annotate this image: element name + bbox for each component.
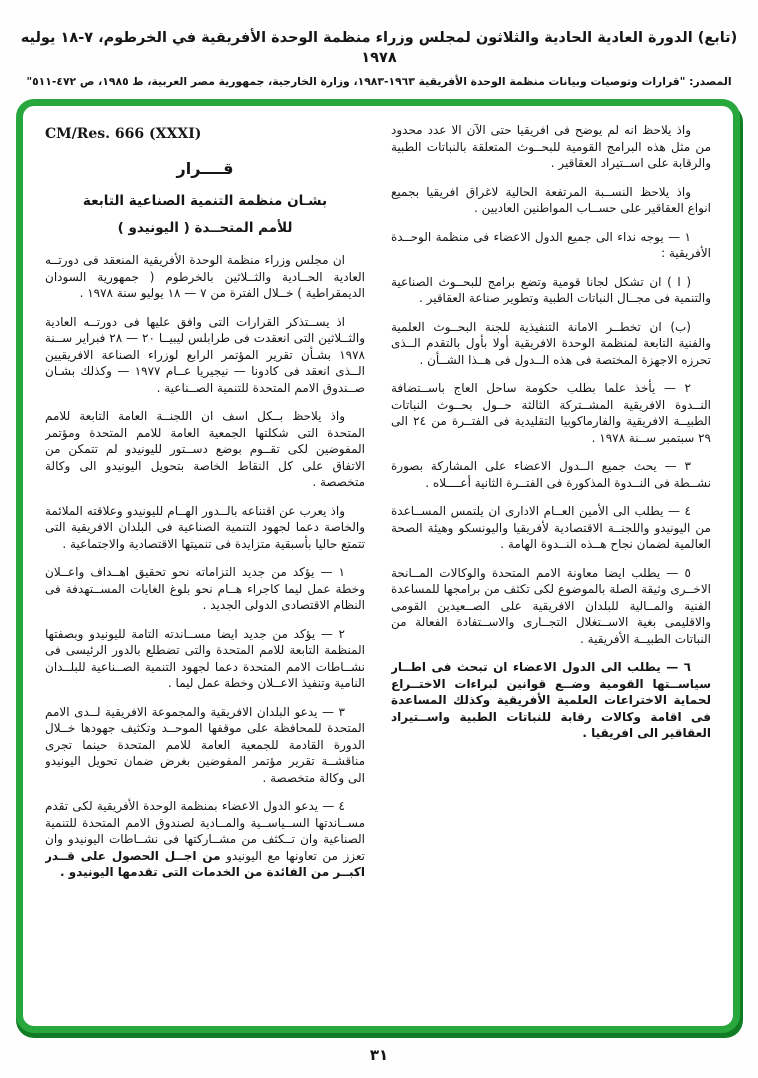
left-paragraph-8 [45, 798, 365, 881]
source-citation: المصدر: "قرارات وتوصيات وبيانات منظمة الوحدة الأفريقية ١٩٦٣-١٩٨٣، وزارة الخارجية، جمهورية مصر العربية، ط ١٩٨٥، ص ٤٧٢-٥١١" [26, 75, 732, 88]
right-paragraph-6: ٢ — يأخذ علما بطلب حكومة ساحل العاج باســتضافة النــدوة الافريقية المشــتركة الثالثة حــول بحــوث النباتات الطبيــة الافريقية والفارماكوبيا التقليدية فى الفتــرة من ٢٤ الى ٢٩ سبتمبر ســنة ١٩٧٨ . [391, 381, 711, 445]
right-column [391, 122, 711, 1016]
resolution-reference: CM/Res. 666 (XXXI) [45, 126, 202, 142]
left-paragraph-3: واذ يلاحظ بــكل اسف ان اللجنــة العامة التابعة للامم المتحدة التى شكلتها الجمعية العامة للامم المتحدة ومؤتمر المفوضين لكى تقــوم بوضع دســتور لليونيدو لم تتمكن من الاتفاق على كل النقاط الخاصة بتحويل اليونيدو الى وكالة متخصصة . [45, 409, 365, 489]
left-paragraph-1: ان مجلس وزراء منظمة الوحدة الأفريقية المنعقد فى دورتــه العادية الحــادية والثــلاثين بالخرطوم ( جمهورية السودان الديمقراطية ) خــلال الفترة من ٧ — ١٨ يوليو سنة ١٩٧٨ . [45, 253, 365, 300]
right-paragraph-3: ١ — يوجه نداء الى جميع الدول الاعضاء فى منظمة الوحــدة الأفريقية : [391, 229, 711, 260]
green-frame [16, 99, 740, 1033]
left-paragraph-8-normal-run: ٤ — يدعو الدول الاعضاء بمنظمة الوحدة الأفريقية لكى تقدم مســاندتها الســياســية والمــادية لصندوق الامم المتحدة للتنمية الصناعية وان تــكثف من مشــاركتها فى نشــاطات اليونيدو وان تعزز من تعاونها مع اليونيدو [45, 799, 365, 863]
left-paragraph-5: ١ — يؤكد من جديد التزاماته نحو تحقيق اهــداف واعــلان وخطة عمل ليما كاجراء هــام نحو بلوغ الغايات المســتهدفة فى النظام الاقتصادى الدولى الجديد . [45, 565, 365, 612]
page-number: ٣١ [369, 1046, 389, 1064]
right-paragraph-2: واذ يلاحظ النســبة المرتفعة الحالية لاغراق افريقيا بجميع انواع العقاقير على حســاب المواطنين العاديين . [391, 184, 711, 215]
session-title: (تابع) الدورة العادية الحادية والثلاثون لمجلس وزراء منظمة الوحدة الأفريقية في الخرطوم، ٧-١٨ يوليه ١٩٧٨ [20, 30, 738, 66]
resolution-subtitle-line1: بشـان منظمة التنمية الصناعية التابعة [82, 193, 328, 209]
resolution-title: قــــرار [176, 158, 234, 178]
right-paragraph-9: ٥ — يطلب ايضا معاونة الامم المتحدة والوكالات المــانحة الاخــرى وثيقة الصلة بالموضوع لكى تكثف من برامجها للمساعدة الفنية والمــالية للبلدان الافريقية على الصــعيدين القومى والاقليمى بغية الاســتغلال التجــارى والاســتفادة الفعالة من النباتات الطبيــة الأفريقية . [391, 565, 711, 646]
page-header [20, 28, 738, 89]
right-paragraph-7: ٣ — يحث جميع الــدول الاعضاء على المشاركة بصورة نشــطة فى النــدوة المذكورة فى الفتــرة الثانية أعــــلاه . [391, 459, 711, 490]
right-paragraph-5: (ب) ان تخطــر الامانة التنفيذية للجنة البحــوث العلمية والفنية التابعة لمنظمة الوحدة الافريقية أولا بأول بالتقدم الــذى تحرزه الاجهزة المختصة فى هذه الــدول فى هــذا الشــأن . [391, 319, 711, 367]
two-column-layout [45, 122, 711, 1016]
right-paragraph-10: ٦ — يطلب الى الدول الاعضاء ان تبحث فى اطــار سياســتها القومية وضــع قوانين لبراءات الاختــراع لحماية الاختراعات العلمية الأفريقية وكذلك المساعدة فى اقامة وكالات رقابة للنباتات الطبية واســتيراد العقاقير الى افريقيا . [391, 660, 711, 740]
left-paragraph-8-bold-run: من اجــل الحصول على قــدر اكبــر من الفائدة من الخدمات التى تقدمها اليونيدو . [45, 848, 365, 879]
right-paragraph-8: ٤ — يطلب الى الأمين العــام الادارى ان يلتمس المســاعدة من اليونيدو واللجنــة الاقتصادية لأفريقيا واليونسكو وهيئة الصحة العالمية لضمان نجاح هــذه النــدوة الهامة . [391, 504, 711, 551]
right-paragraph-4: ( ا ) ان تشكل لجانا قومية وتضع برامج للبحــوث الصناعية والتنمية فى مجــال النباتات الطبية وتطوير صناعة العقاقير . [391, 274, 711, 305]
left-paragraph-2: اذ يســتذكر القرارات التى وافق عليها فى دورتــه العادية والثــلاثين التى انعقدت فى طرابلس ليبيــا ٢٠ — ٢٨ فبراير ســنة ١٩٧٨ بشـأن تقرير المؤتمر الرابع لوزراء الصناعة الافريقيين الــذى انعقد فى كادونا — نيجيريا عــام ١٩٧٧ — وكذلك بشـان صــندوق الامم المتحدة للتنمية الصــناعية . [45, 314, 365, 395]
right-paragraph-1: واذ يلاحظ انه لم يوضح فى افريقيا حتى الآن الا عدد محدود من مثل هذه البرامج القومية للبحــوث المتعلقة بالنباتات الطبية والرقابة على اســتيراد العقاقير . [391, 123, 711, 170]
resolution-subtitle-line2: للأمم المتحــدة ( اليونيدو ) [117, 219, 293, 236]
left-column [45, 122, 365, 1016]
left-paragraph-4: واذ يعرب عن اقتناعه بالــدور الهــام لليونيدو وعلاقته الملائمة والخاصة دعما لجهود التنمية الصناعية فى البلدان الافريقية التى تتمتع حاليا بأسبقية متزايدة فى تنميتها الاقتصادية والاجتماعية . [45, 503, 365, 551]
left-paragraph-7: ٣ — يدعو البلدان الافريقية والمجموعة الافريقية لــدى الامم المتحدة للمحافظة على موقفها الموحــد وتكثيف جهودها خــلال الدورة القادمة للجمعية العامة للامم المتحدة حينما تجرى مناقشــة تقرير مؤتمر المفوضين بغرض ضمان تحويل اليونيدو الى وكالة متخصصة . [45, 704, 365, 785]
left-paragraph-6: ٢ — يؤكد من جديد ايضا مســاندته التامة لليونيدو وبصفتها المنظمة التابعة للامم المتحدة والتى تضطلع بالدور الرئيسى فى نشــاطات الامم المتحدة دعما لجهود التنمية الصــناعية للبلــدان النامية وتنفيذ الاعــلان وخطة عمل ليما . [45, 626, 365, 690]
